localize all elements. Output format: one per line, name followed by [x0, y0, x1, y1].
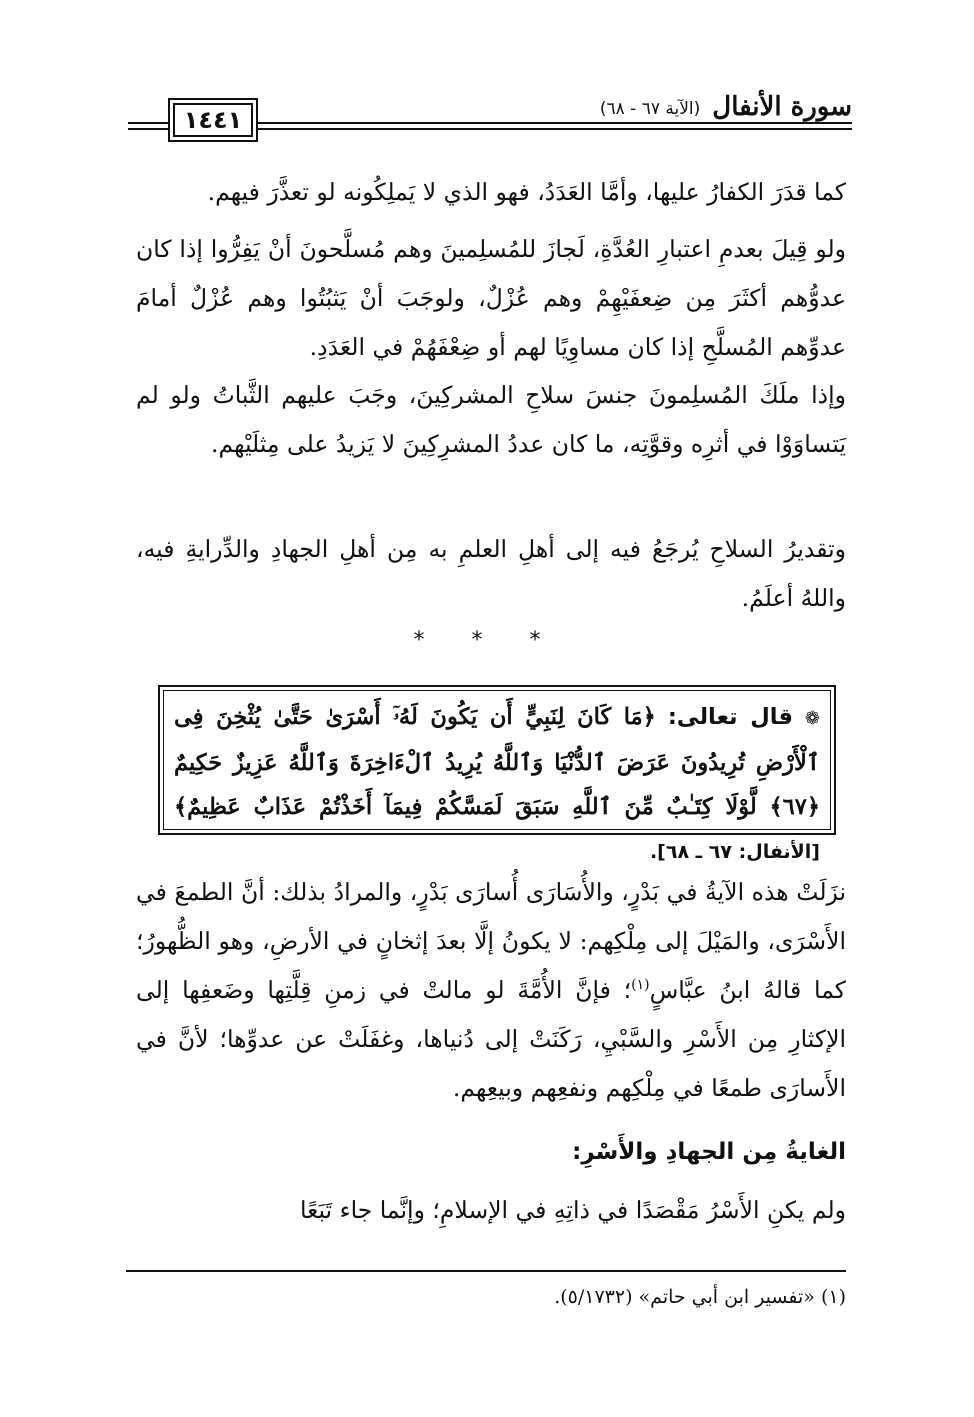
footnote-number: (١)	[820, 1286, 846, 1308]
verse-intro: قال تعالى:	[667, 704, 793, 730]
footnote-rule	[126, 1270, 846, 1272]
ayah-range: (الآية ٦٧ - ٦٨)	[599, 99, 701, 119]
footnote-marker: (١)	[631, 977, 650, 994]
surah-name: سورة الأنفال	[712, 92, 852, 122]
section-heading: الغايةُ مِن الجهادِ والأَسْرِ:	[572, 1139, 846, 1165]
footnote	[126, 1282, 846, 1312]
quran-verse-box	[158, 685, 836, 863]
paragraph-5-text-a: نزَلَتْ هذه الآيةُ في بَدْرٍ، والأُسَارَى أُسارَى بَدْرٍ، والمرادُ بذلك: أنَّ الطمعَ في الأَسْرَى، والمَيْلَ إلى مِلْكِهم: لا يكونُ إلَّا بعدَ إثخانٍ في الأرضِ، وهو الظُّهورُ؛ كما قالهُ ابنُ عبَّاسٍ	[136, 878, 846, 1004]
paragraph-2: ولو قِيلَ بعدمِ اعتبارِ العُدَّةِ، لَجازَ للمُسلِمينَ وهم مُسلَّحونَ أنْ يَفِرُّوا إذا كان عدوُّهم أكثَرَ مِن ضِعفَيْهِمْ وهم عُزْلٌ، ولوجَبَ أنْ يَثبُتُوا وهم عُزْلٌ أمامَ عدوِّهم المُسلَّحِ إذا كان مساوِيًا لهم أو ضِعْفَهُمْ في العَدَدِ.	[136, 235, 846, 361]
verse-text: ﴿مَا كَانَ لِنَبِيٍّ أَن يَكُونَ لَهُۥٓ أَسْرَىٰ حَتَّىٰ يُثْخِنَ فِى ٱلْأَرْضِ تُرِيدُونَ عَرَضَ ٱلدُّنْيَا وَٱللَّهُ يُرِيدُ ٱلْءَاخِرَةَ وَٱللَّهُ عَزِيزٌ حَكِيمٌ ﴿٦٧﴾ لَّوْلَا كِتَـٰبٌ مِّنَ ٱللَّهِ سَبَقَ لَمَسَّكُمْ فِيمَآ أَخَذْتُمْ عَذَابٌ عَظِيمٌ﴾	[174, 704, 820, 820]
paragraph-5-text-b: ؛ فإنَّ الأُمَّةَ لو مالتْ في زمنِ قِلَّتِها وضَعفِها إلى الإكثارِ مِن الأَسْرِ والسَّبْيِ، رَكَنَتْ إلى دُنياها، وغفَلَتْ عن عدوِّها؛ لأنَّ في الأَسارَى طمعًا في مِلْكِهم ونفعِهم وبيعِهم.	[136, 976, 846, 1102]
section-separator: * * *	[413, 628, 561, 653]
running-title	[590, 88, 852, 122]
quran-verse-text	[174, 695, 820, 874]
paragraph-6: ولم يكنِ الأَسْرُ مَقْصَدًا في ذاتِهِ في الإسلامِ؛ وإنَّما جاء تَبَعًا	[299, 1196, 846, 1224]
paragraph-4: وتقديرُ السلاحِ يُرجَعُ فيه إلى أهلِ العلمِ به مِن أهلِ الجهادِ والدِّرايةِ فيه، واللهُ أعلَمُ.	[136, 535, 846, 612]
page-number: ١٤٤١	[168, 98, 258, 142]
footnote-text: «تفسير ابن أبي حاتم» (٥/١٧٣٢).	[554, 1286, 815, 1308]
paragraph-3: وإذا ملَكَ المُسلِمونَ جنسَ سلاحِ المشركِينَ، وجَبَ عليهم الثَّباتُ ولو لم يَتساوَوْا في أثرِه وقوَّتِه، ما كان عددُ المشرِكِينَ لا يَزيدُ على مِثلَيْهم.	[136, 381, 846, 458]
ornament-icon: ❁	[804, 708, 820, 729]
paragraph-5	[136, 868, 846, 1113]
verse-reference: [الأنفال: ٦٧ ـ ٦٨].	[649, 841, 820, 863]
page-header	[128, 88, 852, 148]
paragraph-1: كما قدَرَ الكفارُ عليها، وأمَّا العَدَدُ، فهو الذي لا يَملِكُونه لو تعذَّرَ فيهم.	[207, 178, 846, 206]
